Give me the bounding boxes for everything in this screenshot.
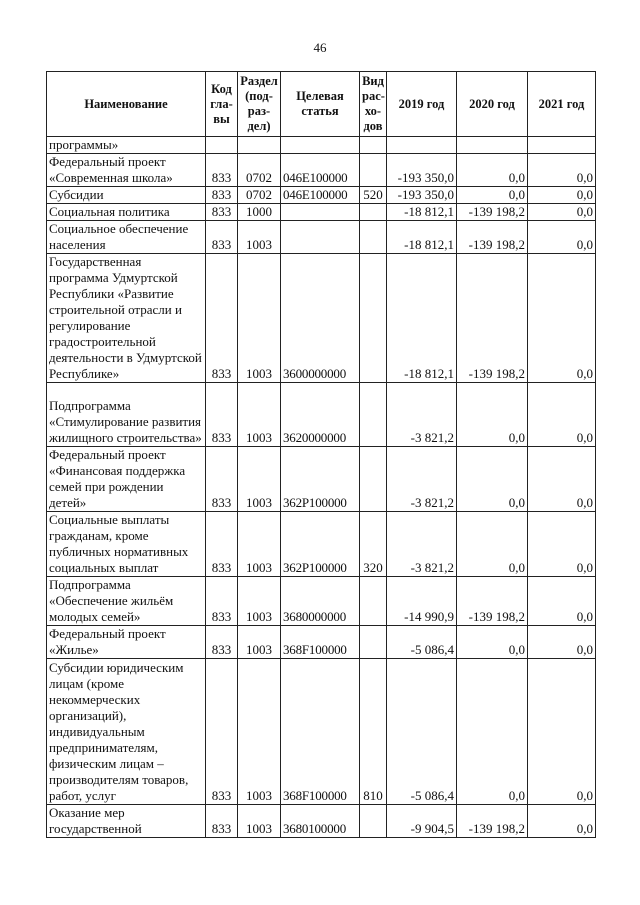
cell-target: 368F100000 [281,626,360,659]
cell-code: 833 [206,254,238,383]
cell-expense [360,383,387,447]
cell-name: Подпрограмма «Стимулирование развития жилищного строительства» [47,383,206,447]
table-row [47,254,596,383]
cell-section: 1003 [238,512,281,577]
cell-target: 3680100000 [281,805,360,838]
cell-name: Подпрограмма «Обеспечение жильём молодых семей» [47,577,206,626]
cell-expense [360,254,387,383]
cell-section: 1000 [238,204,281,221]
cell-name: программы» [47,137,206,154]
cell-code: 833 [206,221,238,254]
cell-target: 362P100000 [281,512,360,577]
cell-section: 0702 [238,154,281,187]
cell-name: Социальное обеспечение населения [47,221,206,254]
cell-2020: -139 198,2 [457,577,528,626]
header-name: Наименование [47,72,206,137]
cell-name: Социальные выплаты гражданам, кроме публичных нормативных социальных выплат [47,512,206,577]
cell-target: 3620000000 [281,383,360,447]
cell-2021: 0,0 [528,383,596,447]
cell-section: 1003 [238,383,281,447]
header-code: Код гла-вы [206,72,238,137]
cell-2020: -139 198,2 [457,221,528,254]
cell-2020: -139 198,2 [457,805,528,838]
header-row [47,72,596,137]
table-row [47,204,596,221]
cell-code: 833 [206,659,238,805]
cell-2019: -3 821,2 [387,383,457,447]
cell-2019: -18 812,1 [387,204,457,221]
table-row [47,221,596,254]
cell-2021: 0,0 [528,204,596,221]
cell-section [238,137,281,154]
cell-code: 833 [206,577,238,626]
cell-2020: 0,0 [457,512,528,577]
cell-2021: 0,0 [528,447,596,512]
cell-2020 [457,137,528,154]
cell-name: Федеральный проект «Жилье» [47,626,206,659]
budget-table [46,71,596,838]
table-row [47,805,596,838]
cell-expense [360,221,387,254]
table-row [47,154,596,187]
cell-section: 1003 [238,805,281,838]
cell-name: Федеральный проект «Финансовая поддержка семей при рождении детей» [47,447,206,512]
table-row [47,512,596,577]
cell-code: 833 [206,154,238,187]
cell-2019: -14 990,9 [387,577,457,626]
cell-section: 0702 [238,187,281,204]
cell-expense [360,204,387,221]
table-body [47,137,596,838]
cell-section: 1003 [238,659,281,805]
table-row [47,187,596,204]
cell-2019 [387,137,457,154]
cell-expense: 320 [360,512,387,577]
cell-expense: 520 [360,187,387,204]
cell-expense [360,577,387,626]
cell-target [281,221,360,254]
cell-2020: -139 198,2 [457,204,528,221]
header-2019: 2019 год [387,72,457,137]
cell-code: 833 [206,187,238,204]
cell-2020: 0,0 [457,626,528,659]
cell-2021 [528,137,596,154]
cell-2019: -5 086,4 [387,626,457,659]
cell-2019: -5 086,4 [387,659,457,805]
cell-code: 833 [206,805,238,838]
cell-target: 362P100000 [281,447,360,512]
cell-2019: -193 350,0 [387,187,457,204]
cell-2020: -139 198,2 [457,254,528,383]
cell-2021: 0,0 [528,187,596,204]
cell-code: 833 [206,204,238,221]
cell-expense [360,154,387,187]
cell-name: Государственная программа Удмуртской Республики «Развитие строительной отрасли и регулирование градостроительной деятельности в Удмуртской Республике» [47,254,206,383]
cell-target: 046E100000 [281,187,360,204]
cell-expense: 810 [360,659,387,805]
table-row [47,577,596,626]
table-row [47,659,596,805]
cell-expense [360,137,387,154]
cell-2020: 0,0 [457,383,528,447]
cell-target [281,137,360,154]
cell-name: Федеральный проект «Современная школа» [47,154,206,187]
cell-section: 1003 [238,577,281,626]
table-row [47,383,596,447]
cell-target [281,204,360,221]
cell-2019: -3 821,2 [387,447,457,512]
table-row [47,137,596,154]
cell-code: 833 [206,512,238,577]
cell-section: 1003 [238,254,281,383]
cell-section: 1003 [238,221,281,254]
cell-code: 833 [206,383,238,447]
cell-2021: 0,0 [528,659,596,805]
page-number: 46 [313,40,327,55]
cell-expense [360,805,387,838]
cell-2021: 0,0 [528,254,596,383]
cell-2019: -9 904,5 [387,805,457,838]
cell-expense [360,626,387,659]
cell-section: 1003 [238,626,281,659]
cell-2021: 0,0 [528,805,596,838]
cell-name: Субсидии юридическим лицам (кроме некоммерческих организаций), индивидуальным предпринимателям, физическим лицам – производителям товаров, работ, услуг [47,659,206,805]
cell-2021: 0,0 [528,512,596,577]
cell-code [206,137,238,154]
table-row [47,447,596,512]
cell-target: 046E100000 [281,154,360,187]
table-row [47,626,596,659]
cell-2021: 0,0 [528,626,596,659]
cell-2021: 0,0 [528,221,596,254]
cell-2020: 0,0 [457,187,528,204]
cell-2019: -18 812,1 [387,254,457,383]
cell-target: 368F100000 [281,659,360,805]
cell-expense [360,447,387,512]
cell-2019: -3 821,2 [387,512,457,577]
cell-code: 833 [206,626,238,659]
header-target: Целевая статья [281,72,360,137]
header-2020: 2020 год [457,72,528,137]
cell-target: 3600000000 [281,254,360,383]
cell-target: 3680000000 [281,577,360,626]
header-expense: Вид рас-хо-дов [360,72,387,137]
header-section: Раздел (под-раз-дел) [238,72,281,137]
cell-2021: 0,0 [528,577,596,626]
cell-2020: 0,0 [457,154,528,187]
cell-name: Социальная политика [47,204,206,221]
cell-section: 1003 [238,447,281,512]
cell-2021: 0,0 [528,154,596,187]
cell-code: 833 [206,447,238,512]
cell-2019: -18 812,1 [387,221,457,254]
cell-2019: -193 350,0 [387,154,457,187]
cell-2020: 0,0 [457,659,528,805]
cell-name: Субсидии [47,187,206,204]
cell-2020: 0,0 [457,447,528,512]
header-2021: 2021 год [528,72,596,137]
cell-name: Оказание мер государственной [47,805,206,838]
